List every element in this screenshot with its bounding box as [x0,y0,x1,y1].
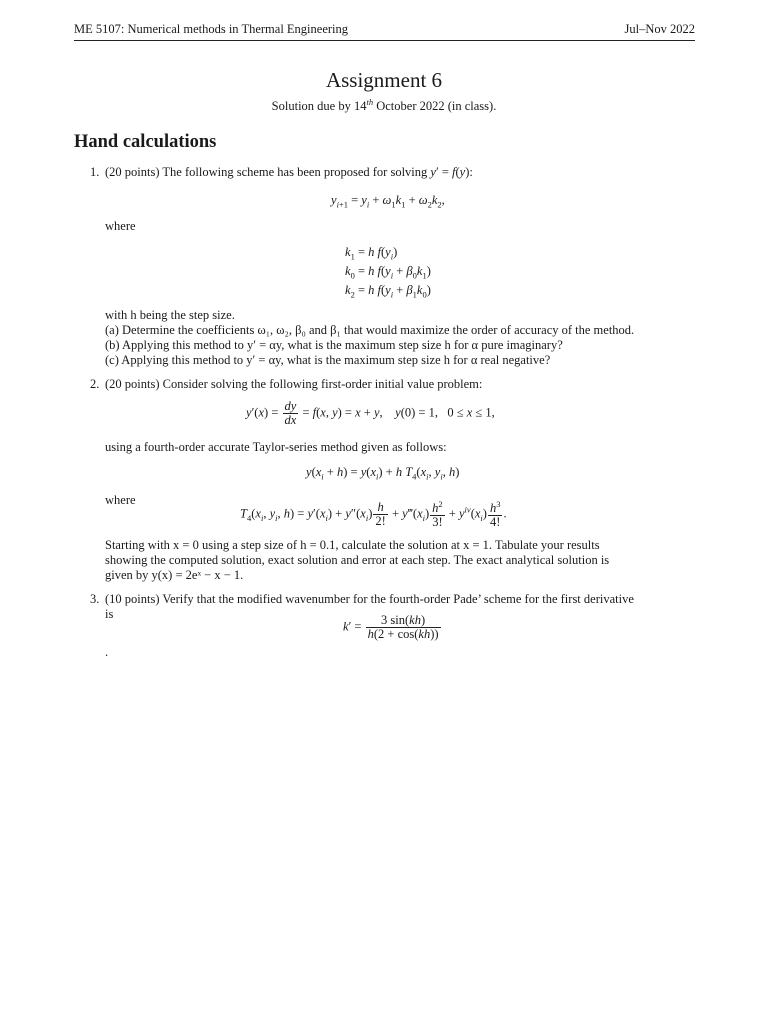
due-prefix: Solution due by 14 [271,99,367,114]
problem-1-k2-equation: $k_2 = h$ $f(y_i + \beta_1k_0)$ [345,283,431,300]
problem-1-part-c: (c) Applying this method to y′ = αy, what is the maximum step size h for α real negative? [105,353,551,367]
problem-2-where: where [105,493,136,507]
problem-1-k0-equation: $k_0 = h$ $f(y_i + \beta_0k_1)$ [345,264,431,281]
problem-3-modified-wavenumber: k′ = $\frac{3 \sin(kh)}{h(2 + \cos(kh))}$ [343,613,439,642]
term-label: Jul–Nov 2022 [624,22,695,36]
problem-1-part-b: (b) Applying this method to y′ = αy, what is the maximum step size h for α pure imaginary? [105,338,563,352]
problem-2-paragraph-line-1: Starting with x = 0 using a step size of h = 0.1, calculate the solution at x = 1. Tabulate your results [105,538,600,552]
problem-2-paragraph-line-3: given by y(x) = 2eˣ − x − 1. [105,568,244,582]
problem-1-k1-equation: $k_1 = h$ $f(y_i)$ [345,245,398,262]
due-suffix: October 2022 (in class). [373,99,497,114]
course-title: ME 5107: Numerical methods in Thermal Engineering [74,22,349,36]
section-heading: Hand calculations [74,132,217,152]
problem-2-number: 2. [90,377,100,391]
problem-1-intro [105,165,473,180]
problem-2-t4-definition: $T_4(x_i$, $y_i$, $h) = y'(x_i) + y''(x_i)$ $\frac{h}{2!}$ + $y‴(x_i)$ $\frac{h^2}{3!}$ + $y^{iv}(x_i)$ $\frac{h^3}{4!}$ . [240,499,507,530]
problem-1-step-size-note: with h being the step size. [105,308,235,322]
problem-1-ode: y′ = f(y): [430,165,473,179]
problem-3-trailing-period: . [105,645,109,659]
problem-3-number: 3. [90,592,100,606]
problem-1-where: where [105,219,136,233]
problem-2-ivp-equation: y′(x) = $\frac{dy}{dx}$ = f(x, y) = x + y, y(0) = 1, 0 ≤ x ≤ 1, [246,399,495,428]
problem-3-intro-line-2: is [105,607,114,621]
problem-2-method-description: using a fourth-order accurate Taylor-series method given as follows: [105,440,447,454]
problem-2-paragraph-line-2: showing the computed solution, exact solution and error at each step. The exact analytical solution is [105,553,610,567]
due-date [0,97,768,114]
page-header [74,22,695,41]
problem-2-intro: (20 points) Consider solving the following first-order initial value problem: [105,377,483,391]
problem-2-taylor-update: $y(x_i + h) = y(x_i) + h$ $T_4(x_i$, $y_i$, h) [306,465,460,482]
assignment-title: Assignment 6 [325,68,443,92]
problem-1-number: 1. [90,165,100,179]
due-superscript: th [366,97,374,107]
problem-1-scheme-equation: $y_{i+1} = y_i + \omega_1k_1 + \omega_2k_2$, [331,193,445,210]
problem-1-intro-text: (20 points) The following scheme has been proposed for solving [105,165,431,179]
problem-3-intro-line-1: (10 points) Verify that the modified wavenumber for the fourth-order Pade’ scheme for the first derivative [105,592,634,606]
problem-1-part-a: (a) Determine the coefficients ω₁, ω₂, β₀ and β₁ that would maximize the order of accuracy of the method. [105,323,635,337]
